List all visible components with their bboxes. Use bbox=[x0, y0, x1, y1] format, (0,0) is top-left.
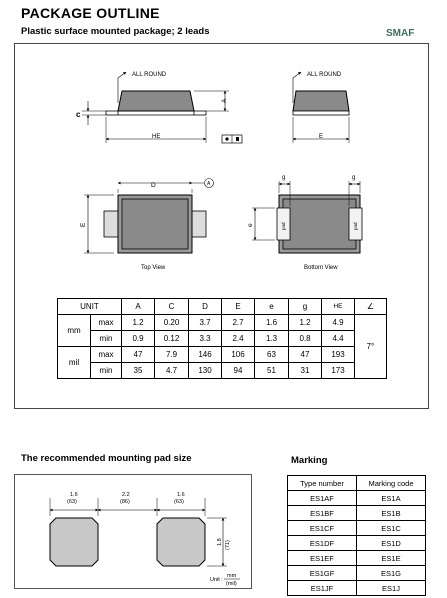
table-cell: 3.3 bbox=[189, 331, 222, 347]
unit-header: UNIT bbox=[58, 299, 122, 315]
row-label: max bbox=[91, 347, 122, 363]
row-label: max bbox=[91, 315, 122, 331]
row-label: min bbox=[91, 331, 122, 347]
table-row bbox=[58, 347, 387, 363]
col-header: e bbox=[255, 299, 289, 315]
table-cell: 0.12 bbox=[155, 331, 189, 347]
table-cell: 31 bbox=[289, 363, 322, 379]
dimensions-table bbox=[57, 298, 387, 379]
col-header: E bbox=[222, 299, 255, 315]
type-number: ES1GF bbox=[288, 566, 357, 581]
table-cell: 3.7 bbox=[189, 315, 222, 331]
table-cell: 1.2 bbox=[122, 315, 155, 331]
row-label: min bbox=[91, 363, 122, 379]
pad-label-left: pad bbox=[281, 222, 286, 230]
table-cell: 193 bbox=[322, 347, 355, 363]
dim-g-left-label: g bbox=[282, 175, 286, 181]
angle-value: 7° bbox=[355, 315, 387, 379]
table-row bbox=[288, 521, 426, 536]
side-view-left bbox=[82, 72, 242, 143]
dim-e-top-label: E bbox=[80, 222, 87, 227]
table-cell: 63 bbox=[255, 347, 289, 363]
marking-table bbox=[287, 475, 426, 596]
solder-pad-left bbox=[50, 518, 98, 566]
table-cell: 0.20 bbox=[155, 315, 189, 331]
table-row bbox=[288, 581, 426, 596]
col-header: C bbox=[155, 299, 189, 315]
page-subtitle: Plastic surface mounted package; 2 leads bbox=[21, 26, 210, 37]
table-row bbox=[58, 331, 387, 347]
table-cell: 4.4 bbox=[322, 331, 355, 347]
table-row bbox=[288, 536, 426, 551]
marking-code: ES1B bbox=[357, 506, 426, 521]
dim-c-label: c bbox=[76, 110, 81, 119]
pad-dim-3-mil: (63) bbox=[174, 499, 184, 505]
ref-a-symbol: A bbox=[207, 181, 211, 187]
top-view-label: Top View bbox=[141, 265, 166, 271]
outline-drawing bbox=[14, 43, 429, 293]
type-number: ES1AF bbox=[288, 491, 357, 506]
mounting-pad-drawing bbox=[14, 474, 252, 589]
table-cell: 173 bbox=[322, 363, 355, 379]
col-header: A bbox=[122, 299, 155, 315]
type-number: ES1BF bbox=[288, 506, 357, 521]
table-row bbox=[288, 551, 426, 566]
mounting-pad-title: The recommended mounting pad size bbox=[21, 453, 192, 464]
pad-height-mil: (71) bbox=[225, 540, 231, 550]
table-cell: 146 bbox=[189, 347, 222, 363]
marking-code: ES1G bbox=[357, 566, 426, 581]
table-row bbox=[58, 315, 387, 331]
unit-mil: (mil) bbox=[226, 581, 237, 587]
solder-pad-right bbox=[157, 518, 205, 566]
marking-code: ES1J bbox=[357, 581, 426, 596]
table-cell: 1.6 bbox=[255, 315, 289, 331]
col-header: HE bbox=[322, 299, 355, 315]
marking-code: ES1E bbox=[357, 551, 426, 566]
table-cell: 4.7 bbox=[155, 363, 189, 379]
bottom-view bbox=[252, 181, 362, 253]
dim-g-right-label: g bbox=[352, 175, 356, 181]
table-cell: 94 bbox=[222, 363, 255, 379]
dim-he-label: HE bbox=[152, 134, 161, 140]
table-cell: 51 bbox=[255, 363, 289, 379]
col-header: D bbox=[189, 299, 222, 315]
table-cell: 130 bbox=[189, 363, 222, 379]
table-cell: 106 bbox=[222, 347, 255, 363]
table-cell: 4.9 bbox=[322, 315, 355, 331]
marking-title: Marking bbox=[291, 455, 328, 466]
type-number: ES1DF bbox=[288, 536, 357, 551]
unit-label: Unit : bbox=[210, 577, 223, 583]
table-cell: 35 bbox=[122, 363, 155, 379]
table-cell: 7.9 bbox=[155, 347, 189, 363]
package-code: SMAF bbox=[386, 28, 415, 39]
pad-dim-3-mm: 1.6 bbox=[177, 492, 185, 498]
table-cell: 2.4 bbox=[222, 331, 255, 347]
dim-a-label: A bbox=[221, 98, 228, 103]
table-cell: 0.9 bbox=[122, 331, 155, 347]
table-row bbox=[58, 363, 387, 379]
table-cell: 47 bbox=[122, 347, 155, 363]
table-cell: 1.3 bbox=[255, 331, 289, 347]
pad-dim-2-mil: (86) bbox=[120, 499, 130, 505]
all-round-label-right: ALL ROUND bbox=[307, 72, 342, 78]
dim-d-label: D bbox=[151, 182, 156, 189]
type-number: ES1EF bbox=[288, 551, 357, 566]
marking-code: ES1D bbox=[357, 536, 426, 551]
marking-code: ES1C bbox=[357, 521, 426, 536]
table-cell: 2.7 bbox=[222, 315, 255, 331]
angle-header: ∠ bbox=[355, 299, 387, 315]
col-header: g bbox=[289, 299, 322, 315]
dimensions-header-row bbox=[58, 299, 387, 315]
unit-cell: mil bbox=[58, 347, 91, 379]
dim-e-bottom-label: e bbox=[247, 223, 254, 227]
table-cell: 47 bbox=[289, 347, 322, 363]
type-number: ES1CF bbox=[288, 521, 357, 536]
pad-dim-1-mm: 1.6 bbox=[70, 492, 78, 498]
table-row bbox=[288, 491, 426, 506]
pad-height-mm: 1.8 bbox=[217, 538, 223, 546]
table-cell: 1.2 bbox=[289, 315, 322, 331]
pad-dim-2-mm: 2.2 bbox=[122, 492, 130, 498]
marking-header-row bbox=[288, 476, 426, 491]
marking-header: Type number bbox=[288, 476, 357, 491]
pad-dim-1-mil: (63) bbox=[67, 499, 77, 505]
marking-header: Marking code bbox=[357, 476, 426, 491]
page-title: PACKAGE OUTLINE bbox=[21, 5, 160, 21]
dim-e-side-label: E bbox=[319, 134, 324, 140]
table-cell: 0.8 bbox=[289, 331, 322, 347]
all-round-label-left: ALL ROUND bbox=[132, 72, 167, 78]
table-row bbox=[288, 566, 426, 581]
unit-cell: mm bbox=[58, 315, 91, 347]
marking-code: ES1A bbox=[357, 491, 426, 506]
unit-mm: mm bbox=[227, 573, 237, 579]
type-number: ES1JF bbox=[288, 581, 357, 596]
table-row bbox=[288, 506, 426, 521]
top-view bbox=[84, 179, 214, 254]
pad-label-right: pad bbox=[353, 222, 358, 230]
bottom-view-label: Bottom View bbox=[304, 265, 338, 271]
side-view-right bbox=[293, 72, 349, 143]
